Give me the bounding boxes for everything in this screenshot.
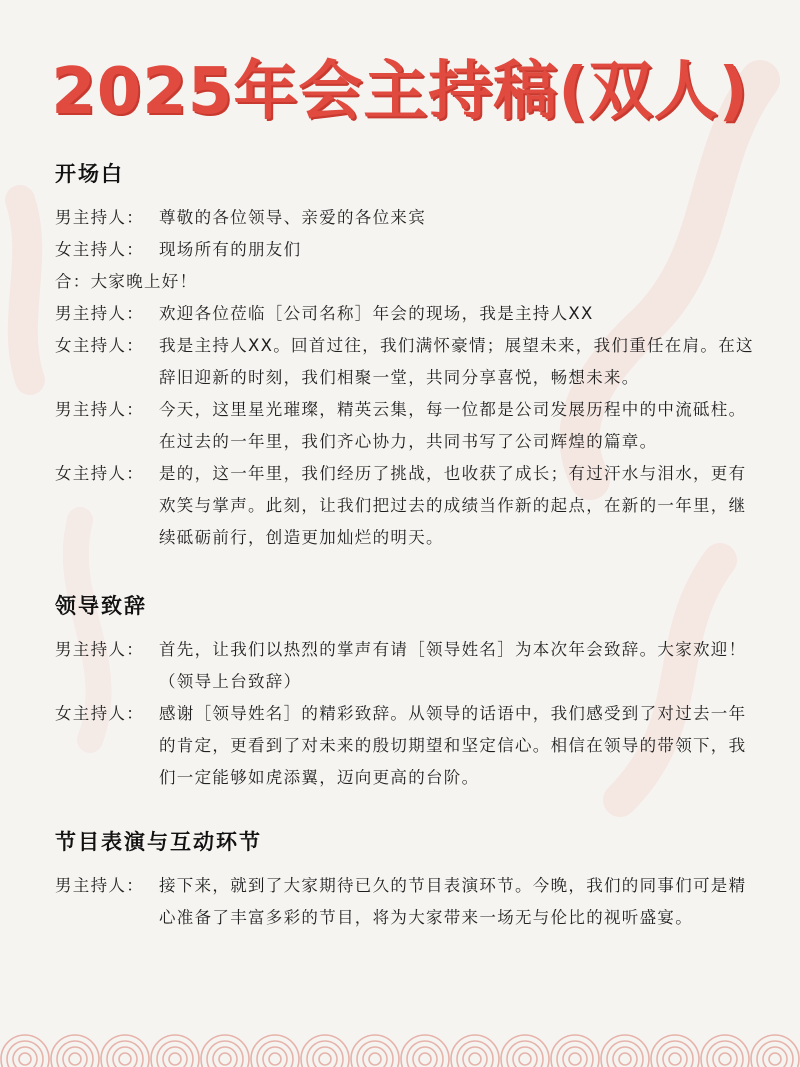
dialogue-text-joint [55, 266, 760, 298]
dialogue-text: 现场所有的朋友们 [159, 240, 302, 259]
section-heading: 开场白 [55, 162, 124, 186]
speaker-label: 合： [55, 272, 91, 291]
stage-direction [55, 666, 760, 698]
scallop-border [0, 1007, 800, 1067]
dialogue-text: 尊敬的各位领导、亲爱的各位来宾 [159, 208, 426, 227]
speaker-label: 女主持人： [55, 704, 144, 723]
speaker-label: 男主持人： [55, 876, 144, 895]
page-title: 2025年会主持稿(双人) [51, 55, 749, 129]
dialogue-line [55, 234, 760, 266]
speaker-label: 女主持人： [55, 240, 144, 259]
dialogue-text: 首先，让我们以热烈的掌声有请［领导姓名］为本次年会致辞。大家欢迎！ [159, 640, 747, 659]
section-heading: 领导致辞 [55, 594, 147, 618]
dialogue-line [55, 298, 760, 330]
speaker-label: 男主持人： [55, 400, 144, 419]
speaker-label: 男主持人： [55, 640, 144, 659]
section-opening [55, 158, 760, 554]
dialogue-line [55, 266, 760, 298]
speaker-label: 女主持人： [55, 464, 144, 483]
section-leader-speech [55, 590, 760, 794]
dialogue-line [55, 330, 760, 394]
dialogue-line [55, 394, 760, 458]
speaker-label: 男主持人： [55, 304, 144, 323]
dialogue-text: 今天，这里星光璀璨，精英云集，每一位都是公司发展历程中的中流砥柱。在过去的一年里，我们齐心协力，共同书写了公司辉煌的篇章。 [159, 400, 747, 451]
dialogue-text: 接下来，就到了大家期待已久的节目表演环节。今晚，我们的同事们可是精心准备了丰富多彩的节目，将为大家带来一场无与伦比的视听盛宴。 [159, 876, 747, 927]
dialogue-line [55, 634, 760, 666]
dialogue-text: 是的，这一年里，我们经历了挑战，也收获了成长；有过汗水与泪水，更有欢笑与掌声。此刻，让我们把过去的成绩当作新的起点，在新的一年里，继续砥砺前行，创造更加灿烂的明天。 [159, 464, 747, 547]
dialogue-line [55, 202, 760, 234]
dialogue-line [55, 458, 760, 554]
speaker-label [55, 666, 159, 698]
dialogue-text: 我是主持人XX。回首过往，我们满怀豪情；展望未来，我们重任在肩。在这辞旧迎新的时刻，我们相聚一堂，共同分享喜悦，畅想未来。 [159, 336, 754, 387]
dialogue-text: 感谢［领导姓名］的精彩致辞。从领导的话语中，我们感受到了对过去一年的肯定，更看到了对未来的殷切期望和坚定信心。相信在领导的带领下，我们一定能够如虎添翼，迈向更高的台阶。 [159, 704, 747, 787]
dialogue-text: 欢迎各位莅临［公司名称］年会的现场，我是主持人XX [159, 304, 594, 323]
dialogue-text: （领导上台致辞） [159, 672, 302, 691]
dialogue-text: 大家晚上好！ [90, 272, 198, 291]
dialogue-line [55, 698, 760, 794]
speaker-label: 男主持人： [55, 208, 144, 227]
section-heading: 节目表演与互动环节 [55, 830, 262, 854]
script-content [55, 158, 760, 934]
dialogue-line [55, 870, 760, 934]
section-performances [55, 826, 760, 934]
speaker-label: 女主持人： [55, 336, 144, 355]
